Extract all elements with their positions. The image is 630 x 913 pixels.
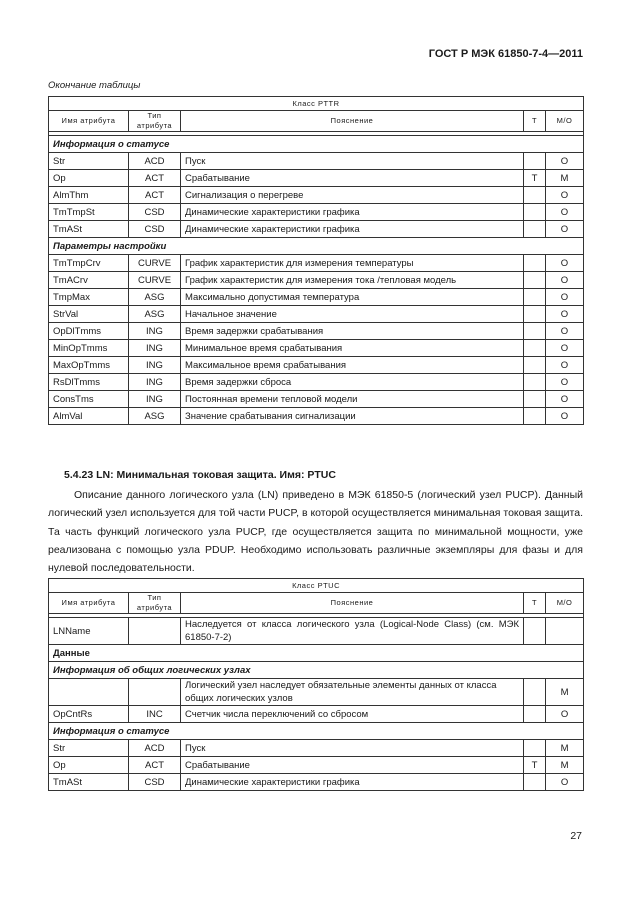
table-caption: Класс PTTR xyxy=(49,97,584,111)
table-continuation-label: Окончание таблицы xyxy=(48,80,141,91)
attr-type: CSD xyxy=(129,204,181,221)
attr-t xyxy=(524,679,546,706)
attr-expl: Срабатывание xyxy=(181,170,524,187)
attr-type: CSD xyxy=(129,774,181,791)
attr-expl: Сигнализация о перегреве xyxy=(181,187,524,204)
col-header-attr: Имя атрибута xyxy=(49,111,129,132)
attr-type xyxy=(129,679,181,706)
pttr-table xyxy=(48,96,584,425)
table-row xyxy=(49,408,584,425)
attr-mo: O xyxy=(546,374,584,391)
attr-name: Op xyxy=(49,170,129,187)
col-header-t: T xyxy=(524,593,546,614)
attr-expl: Срабатывание xyxy=(181,757,524,774)
table-row xyxy=(49,323,584,340)
attr-type: CSD xyxy=(129,221,181,238)
table-row xyxy=(49,204,584,221)
attr-t xyxy=(524,289,546,306)
attr-type: ASG xyxy=(129,306,181,323)
attr-type: ASG xyxy=(129,408,181,425)
table-row xyxy=(49,153,584,170)
attr-mo: O xyxy=(546,408,584,425)
attr-expl: Время задержки срабатывания xyxy=(181,323,524,340)
attr-t: T xyxy=(524,170,546,187)
attr-type: ASG xyxy=(129,289,181,306)
attr-name: StrVal xyxy=(49,306,129,323)
page-number: 27 xyxy=(570,830,582,842)
attr-expl: Максимально допустимая температура xyxy=(181,289,524,306)
attr-mo: O xyxy=(546,357,584,374)
attr-name: AlmVal xyxy=(49,408,129,425)
col-header-type: Тип атрибута xyxy=(129,593,181,614)
attr-t xyxy=(524,153,546,170)
attr-t xyxy=(524,391,546,408)
table-caption: Класс PTUC xyxy=(49,579,584,593)
attr-t xyxy=(524,272,546,289)
table-row xyxy=(49,306,584,323)
table-row xyxy=(49,774,584,791)
attr-mo: O xyxy=(546,391,584,408)
attr-t xyxy=(524,323,546,340)
section-common: Информация об общих логических узлах xyxy=(49,662,584,679)
attr-expl: Постоянная времени тепловой модели xyxy=(181,391,524,408)
attr-t xyxy=(524,204,546,221)
attr-mo: O xyxy=(546,255,584,272)
attr-t xyxy=(524,187,546,204)
attr-type: ACT xyxy=(129,187,181,204)
attr-t xyxy=(524,618,546,645)
section-paragraph: Описание данного логического узла (LN) приведено в МЭК 61850-5 (логический узел PUCP). Данный логический узел используется для той части PUCP, в которой осуществляется минимальная токовая защита. Та часть функций логического узла PUCP, где осуществляется защита по минимальной мощности, уже реализована с помощью узла PDUP. Необходимо использовать различные экземпляры для фазы и для нулевой последовательности. xyxy=(48,489,583,575)
attr-type xyxy=(129,618,181,645)
attr-mo: O xyxy=(546,289,584,306)
attr-mo: M xyxy=(546,679,584,706)
section-settings: Параметры настройки xyxy=(49,238,584,255)
attr-name: ConsTms xyxy=(49,391,129,408)
attr-name: LNName xyxy=(49,618,129,645)
attr-type: ING xyxy=(129,357,181,374)
attr-t xyxy=(524,408,546,425)
attr-t xyxy=(524,306,546,323)
attr-type: ACT xyxy=(129,170,181,187)
table-row xyxy=(49,187,584,204)
attr-expl: Динамические характеристики графика xyxy=(181,221,524,238)
table-row xyxy=(49,170,584,187)
attr-mo: O xyxy=(546,323,584,340)
attr-name: TmASt xyxy=(49,774,129,791)
attr-name: TmTmpSt xyxy=(49,204,129,221)
attr-type: ING xyxy=(129,374,181,391)
attr-name: Op xyxy=(49,757,129,774)
attr-mo: O xyxy=(546,204,584,221)
attr-expl: Наследуется от класса логического узла (Logical-Node Class) (см. МЭК 61850-7-2) xyxy=(181,618,524,645)
table-row xyxy=(49,679,584,706)
attr-expl: Динамические характеристики графика xyxy=(181,204,524,221)
table-row xyxy=(49,757,584,774)
table-row xyxy=(49,618,584,645)
section-status: Информация о статусе xyxy=(49,723,584,740)
attr-name: TmASt xyxy=(49,221,129,238)
attr-mo: M xyxy=(546,170,584,187)
attr-mo: O xyxy=(546,340,584,357)
attr-expl: Счетчик числа переключений со сбросом xyxy=(181,706,524,723)
attr-t xyxy=(524,221,546,238)
attr-mo: O xyxy=(546,306,584,323)
col-header-expl: Пояснение xyxy=(181,111,524,132)
attr-type: ACT xyxy=(129,757,181,774)
attr-t xyxy=(524,774,546,791)
attr-type: INC xyxy=(129,706,181,723)
attr-type: ACD xyxy=(129,740,181,757)
table-row xyxy=(49,221,584,238)
section-heading: 5.4.23 LN: Минимальная токовая защита. Имя: PTUC xyxy=(64,469,336,481)
attr-mo: M xyxy=(546,740,584,757)
table-row xyxy=(49,340,584,357)
attr-t xyxy=(524,255,546,272)
attr-name: OpDlTmms xyxy=(49,323,129,340)
attr-name: OpCntRs xyxy=(49,706,129,723)
attr-type: ACD xyxy=(129,153,181,170)
attr-t xyxy=(524,357,546,374)
attr-name: AlmThm xyxy=(49,187,129,204)
attr-mo: O xyxy=(546,221,584,238)
attr-mo: O xyxy=(546,706,584,723)
attr-t xyxy=(524,740,546,757)
attr-expl: Логический узел наследует обязательные элементы данных от класса общих логических узлов xyxy=(181,679,524,706)
attr-mo: M xyxy=(546,757,584,774)
table-row xyxy=(49,374,584,391)
attr-t xyxy=(524,706,546,723)
attr-expl: Динамические характеристики графика xyxy=(181,774,524,791)
attr-mo: O xyxy=(546,272,584,289)
attr-name: MaxOpTmms xyxy=(49,357,129,374)
attr-expl: Максимальное время срабатывания xyxy=(181,357,524,374)
col-header-expl: Пояснение xyxy=(181,593,524,614)
attr-mo: O xyxy=(546,153,584,170)
attr-expl: График характеристик для измерения температуры xyxy=(181,255,524,272)
table-row xyxy=(49,255,584,272)
attr-mo: O xyxy=(546,187,584,204)
attr-type: CURVE xyxy=(129,255,181,272)
attr-name: Str xyxy=(49,740,129,757)
attr-name xyxy=(49,679,129,706)
attr-name: RsDlTmms xyxy=(49,374,129,391)
attr-name: Str xyxy=(49,153,129,170)
col-header-attr: Имя атрибута xyxy=(49,593,129,614)
attr-type: ING xyxy=(129,323,181,340)
attr-type: ING xyxy=(129,340,181,357)
attr-name: TmACrv xyxy=(49,272,129,289)
table-row xyxy=(49,740,584,757)
attr-name: TmTmpCrv xyxy=(49,255,129,272)
attr-expl: Начальное значение xyxy=(181,306,524,323)
attr-type: ING xyxy=(129,391,181,408)
attr-expl: Значение срабатывания сигнализации xyxy=(181,408,524,425)
document-header: ГОСТ Р МЭК 61850-7-4—2011 xyxy=(428,48,583,60)
attr-type: CURVE xyxy=(129,272,181,289)
table-row xyxy=(49,289,584,306)
table-row xyxy=(49,272,584,289)
attr-name: MinOpTmms xyxy=(49,340,129,357)
attr-expl: Минимальное время срабатывания xyxy=(181,340,524,357)
table-row xyxy=(49,706,584,723)
section-data: Данные xyxy=(49,645,584,662)
attr-expl: Время задержки сброса xyxy=(181,374,524,391)
col-header-mo: M/O xyxy=(546,111,584,132)
attr-mo: O xyxy=(546,774,584,791)
col-header-type: Тип атрибута xyxy=(129,111,181,132)
attr-expl: Пуск xyxy=(181,153,524,170)
col-header-mo: M/O xyxy=(546,593,584,614)
section-status: Информация о статусе xyxy=(49,136,584,153)
attr-expl: Пуск xyxy=(181,740,524,757)
attr-t xyxy=(524,340,546,357)
table-row xyxy=(49,391,584,408)
table-row xyxy=(49,357,584,374)
ptuc-table xyxy=(48,578,584,791)
attr-name: TmpMax xyxy=(49,289,129,306)
attr-t: T xyxy=(524,757,546,774)
attr-t xyxy=(524,374,546,391)
attr-expl: График характеристик для измерения тока /тепловая модель xyxy=(181,272,524,289)
col-header-t: T xyxy=(524,111,546,132)
attr-mo xyxy=(546,618,584,645)
